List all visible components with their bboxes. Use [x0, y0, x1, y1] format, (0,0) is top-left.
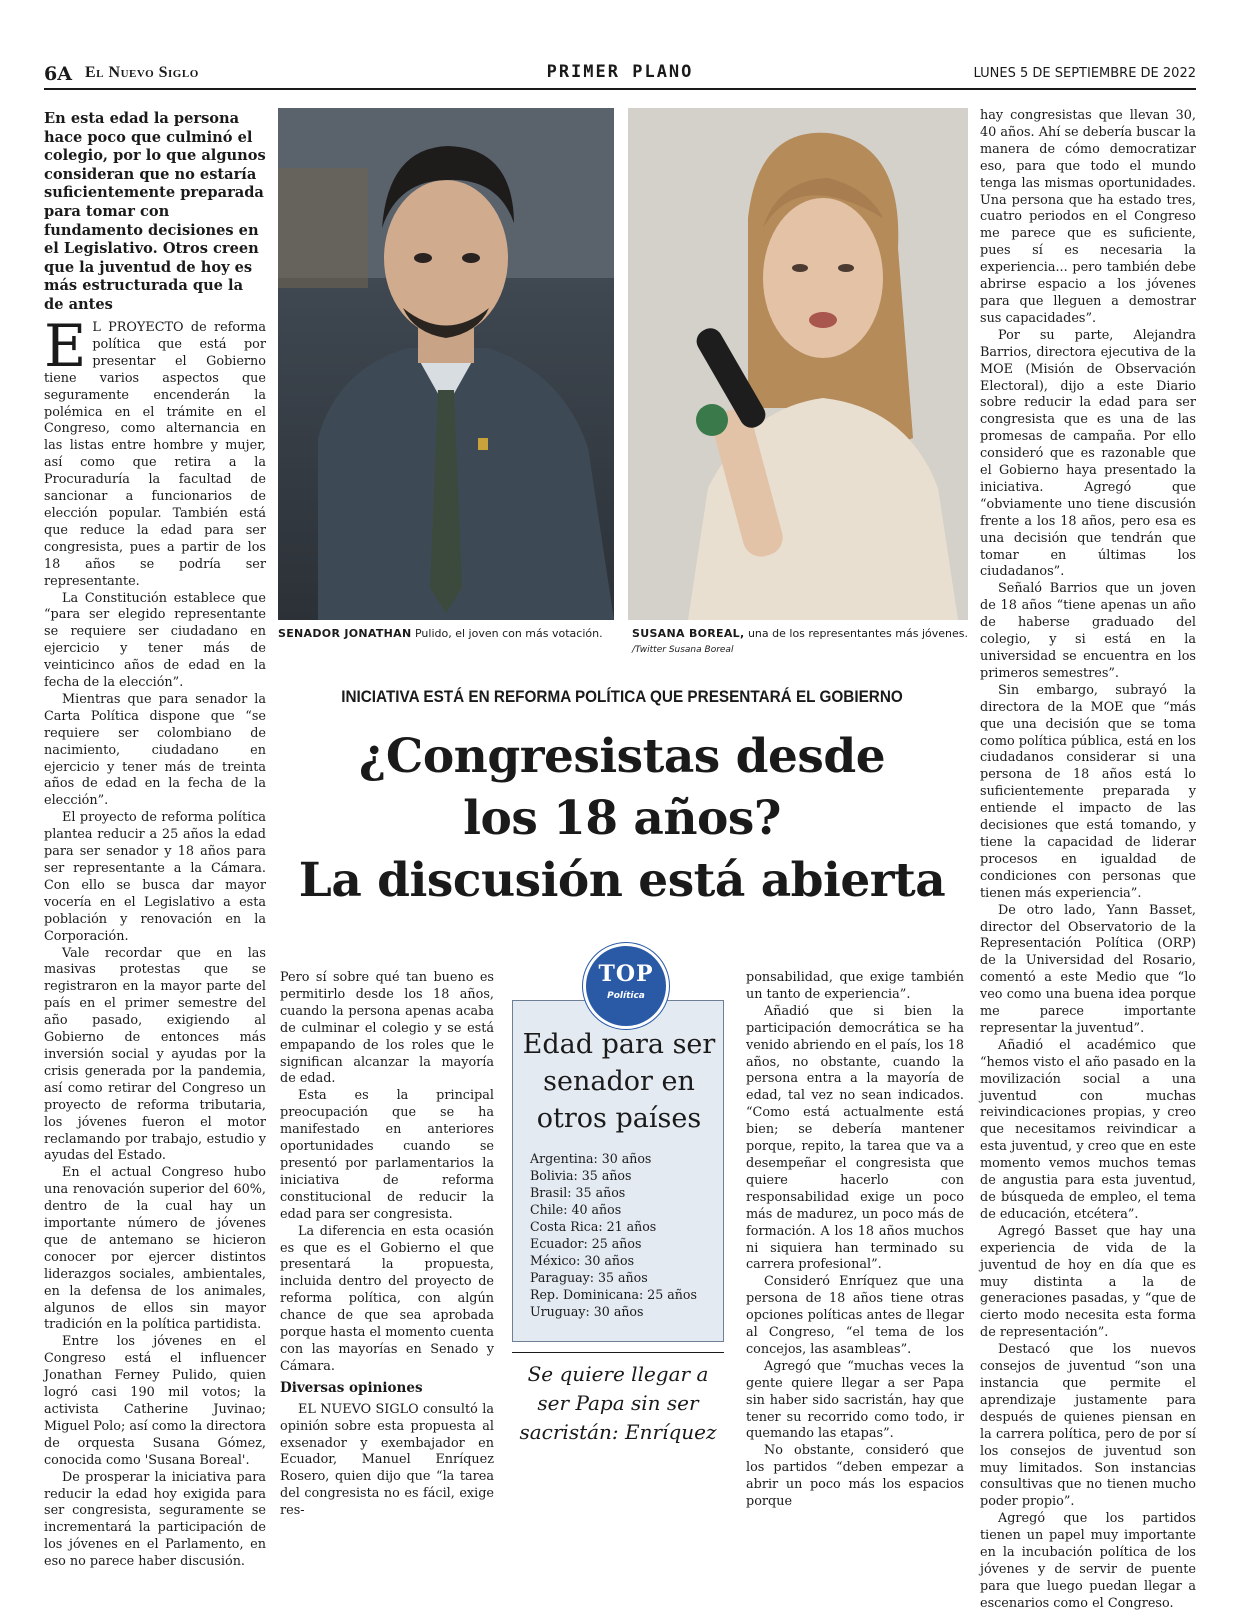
list-item: Uruguay: 30 años [530, 1304, 644, 1319]
headline-line: La discusión está abierta [298, 853, 946, 908]
caption-text: una de los representantes más jóvenes. [744, 627, 969, 640]
header-rule [44, 88, 1196, 90]
senator-photo [278, 108, 614, 620]
paragraph: Añadió que si bien la participación democrática se ha venido abriendo en el país, los 18 años, no obstante, cuando la persona entra a la mayoría de edad, tal vez no sean indicados. “Como está actualmente está bien; se debería mantener porque, repito, la tarea que va a desempeñar el congresista que quiere hacerlo con responsabilidad exige un poco más de madurez, un poco más de formación. A los 18 años muchos ni siquiera han terminado su carrera profesional”. [746, 1003, 964, 1273]
paragraph: Agregó que los partidos tienen un papel muy importante en la incubación política de los jóvenes y de servir de puente para que luego puedan llegar a escenarios como el Congreso. [980, 1511, 1196, 1611]
paragraph: Entre los jóvenes en el Congreso está el influencer Jonathan Ferney Pulido, quien logró casi 190 mil votos; la activista Catherine Juvinao; Miguel Polo; así como la directora de orquesta Susana Gómez, conocida como 'Susana Boreal'. [44, 1334, 266, 1468]
paragraph: De otro lado, Yann Basset, director del Observatorio de la Representación Política (ORP) de la Universidad del Rosario, comentó a este Medio que “lo veo como una buena idea porque me parece importante representar la juventud”. [980, 902, 1196, 1036]
paragraph: El proyecto de reforma política plantea reducir a 25 años la edad para ser senador y 18 años para ser representante a la Cámara. Con ello se busca dar mayor vocería en el Legislativo a esta población y renovación en la Corporación. [44, 810, 266, 944]
representative-illustration [628, 108, 968, 620]
paragraph: hay congresistas que llevan 30, 40 años. Ahí se debería buscar la manera de cómo democratizar eso, para que todo el mundo tenga las mismas oportunidades. Una persona que ha estado tres, cuatro periodos en el Congreso me parece que es suficiente, pues sí es necesaria la experiencia... pero también debe abrirse espacio a los jóvenes para que lleguen a demostrar sus capacidades”. [980, 108, 1196, 326]
pullquote-rule [512, 1352, 724, 1353]
senator-caption [278, 626, 614, 641]
list-item: Ecuador: 25 años [530, 1236, 642, 1251]
caption-text: Pulido, el joven con más votación. [411, 627, 603, 640]
list-item: Chile: 40 años [530, 1202, 622, 1217]
badge-sublabel: Política [607, 991, 645, 1001]
lead-paragraph [44, 312, 266, 591]
intro-summary: En esta edad la persona hace poco que culminó el colegio, por lo que algunos consideran que no estaría suficientemente preparada para tomar con fundamento decisiones en el Legislativo. Otros creen que la juventud de hoy es más estructurada que la de antes [44, 110, 266, 313]
paragraph: Agregó que “muchas veces la gente quiere llegar a ser Papa sin haber sido sacristán, hay que tener su recorrido como todo, ir quemando las etapas”. [746, 1358, 964, 1442]
headline-line: ¿Congresistas desde [358, 729, 886, 784]
drop-cap: E [44, 312, 87, 380]
list-item: México: 30 años [530, 1253, 635, 1268]
headline-kicker: INICIATIVA ESTÁ EN REFORMA POLÍTICA QUE PRESENTARÁ EL GOBIERNO [341, 687, 903, 706]
paragraph: En el actual Congreso hubo una renovación superior del 60%, dentro de la cual hay un importante número de jóvenes que de antemano se hicieron conocer por ejercer distintos liderazgos sociales, ambientales, en la defensa de los animales, algunos de ellos sin mayor tradición en la política partidista. [44, 1165, 266, 1333]
info-box-title: Edad para ser senador en otros países [522, 1029, 716, 1134]
paragraph: No obstante, consideró que los partidos “deben empezar a abrir un poco más los espacios porque [746, 1443, 964, 1510]
headline [270, 726, 974, 912]
lead-text: L PROYECTO de reforma política que está por presentar el Gobierno tiene varios aspectos que seguramente encenderán la polémica en el trámite en el Congreso, como alternancia en las listas entre hombre y mujer, así como que retira a la Procuraduría la facultad de sancionar a funcionarios de elección popular. También está que reduce la edad para ser congresista, pues a partir de los 18 años se podría ser representante. [44, 320, 266, 589]
representative-caption [632, 626, 968, 658]
list-item: Argentina: 30 años [530, 1151, 652, 1166]
list-item: Paraguay: 35 años [530, 1270, 648, 1285]
list-item: Costa Rica: 21 años [530, 1219, 657, 1234]
paragraph: La diferencia en esta ocasión es que es el Gobierno el que presentará la propuesta, incluida dentro del proyecto de reforma política, con algún chance de que sea aprobada porque hasta el momento cuenta con las mayorías en Senado y Cámara. [280, 1223, 494, 1374]
paragraph: EL NUEVO SIGLO consultó la opinión sobre esta propuesta al exsenador y exembajador en Ecuador, Manuel Enríquez Rosero, quien dijo que “la tarea del congresista no es fácil, exige res- [280, 1401, 494, 1519]
photo-credit: /Twitter Susana Boreal [632, 645, 734, 655]
caption-lead: SUSANA BOREAL, [632, 627, 745, 640]
article-column-3 [746, 970, 964, 1510]
list-item: Brasil: 35 años [530, 1185, 626, 1200]
section-title: PRIMER PLANO [546, 62, 694, 82]
paragraph: De prosperar la iniciativa para reducir la edad hoy exigida para ser congresista, seguramente se incrementará la participación de los jóvenes en el Parlamento, en eso no parece haber discusión. [44, 1469, 266, 1570]
publication-name: El Nuevo Siglo [85, 64, 199, 81]
top-politica-badge [583, 943, 669, 1029]
paragraph: Por su parte, Alejandra Barrios, directora ejecutiva de la MOE (Misión de Observación Electoral), dijo a este Diario sobre reducir la edad para ser congresista que es una de las promesas de campaña. Por ello consideró que es razonable que el Gobierno haya presentado la iniciativa. Agregó que “obviamente uno tiene discusión frente a los 18 años, pero esa es una decisión que tendrán que tomar en últimas los ciudadanos”. [980, 327, 1196, 580]
senator-illustration [278, 108, 614, 620]
headline-line: los 18 años? [463, 791, 781, 846]
country-age-list [530, 1150, 720, 1320]
paragraph: Esta es la principal preocupación que se ha manifestado en anteriores oportunidades cuando se presentó por parlamentarios la iniciativa de reforma constitucional de reducir la edad para ser congresista. [280, 1088, 494, 1222]
paragraph: Añadió el académico que “hemos visto el año pasado en la movilización social a una juventud con muchas reivindicaciones propias, y creo que necesitamos reivindicar a esta juventud, y creo que en este momento vemos muchos temas de angustia para esta juventud, de búsqueda de empleo, el tema de educación, etcétera”. [980, 1037, 1196, 1222]
paragraph: Agregó Basset que hay una experiencia de vida de la juventud de hoy en día que es muy distinta a la de generaciones pasadas, y “que de cierto modo necesita esta forma de representación”. [980, 1223, 1196, 1341]
article-column-1 [44, 312, 266, 1570]
badge-label: TOP [598, 961, 654, 987]
article-column-2 [280, 970, 494, 1519]
paragraph: La Constitución establece que “para ser elegido representante se requiere ser ciudadano en ejercicio y tener más de veinticinco años de edad en la fecha de la elección”. [44, 590, 266, 691]
paragraph: Señaló Barrios que un joven de 18 años “tiene apenas un año de haberse graduado del colegio, y si está en la universidad se encuentra en los primeros semestres”. [980, 581, 1196, 681]
paragraph: Consideró Enríquez que una persona de 18 años tiene otras opciones políticas antes de llegar al Congreso, “el tema de los concejos, las asambleas”. [746, 1274, 964, 1357]
paragraph: ponsabilidad, que exige también un tanto de experiencia”. [746, 970, 964, 1002]
caption-lead: SENADOR JONATHAN [278, 627, 412, 640]
list-item: Bolivia: 35 años [530, 1168, 632, 1183]
article-column-4 [980, 108, 1196, 1611]
pull-quote: Se quiere llegar a ser Papa sin ser sacristán: Enríquez [519, 1362, 717, 1444]
paragraph: Mientras que para senador la Carta Política dispone que “se requiere ser colombiano de nacimiento, ciudadano en ejercicio y tener más de treinta años de edad en la fecha de la elección”. [44, 691, 266, 809]
paragraph: Destacó que los nuevos consejos de juventud “son una instancia que permite el aprendizaje justamente para después de quienes piensan en la carrera política, pero de por sí los consejos de juventud son muy limitados. Son instancias consultivas que no tienen mucho poder propio”. [980, 1342, 1196, 1510]
paragraph: Sin embargo, subrayó la directora de la MOE que “más que una decisión que se toma como política pública, está en los ciudadanos considerar si una persona de 18 años está lo suficientemente preparada y entiende el impacto de las decisiones que está tomando, y tiene la capacidad de liderar procesos en igualdad de condiciones con personas que tienen más experiencia”. [980, 682, 1196, 901]
paragraph: Pero sí sobre qué tan bueno es permitirlo desde los 18 años, cuando la persona apenas acaba de culminar el colegio y se está empapando de los roles que le significan alcanzar la mayoría de edad. [280, 970, 494, 1087]
page-number: 6A [44, 63, 72, 85]
subheading: Diversas opiniones [280, 1379, 423, 1396]
issue-date: LUNES 5 DE SEPTIEMBRE DE 2022 [973, 66, 1196, 81]
list-item: Rep. Dominicana: 25 años [530, 1287, 697, 1302]
paragraph: Vale recordar que en las masivas protestas que se registraron en la mayor parte del país en el primer semestre del año pasado, exigiendo al Gobierno de entonces más inversión social y ayudas por la crisis generada por la pandemia, así como retirar del Congreso un proyecto de reforma tributaria, los jóvenes fueron el motor reclamando por trabajo, estudio y ayudas del Estado. [44, 945, 266, 1164]
representative-photo [628, 108, 968, 620]
